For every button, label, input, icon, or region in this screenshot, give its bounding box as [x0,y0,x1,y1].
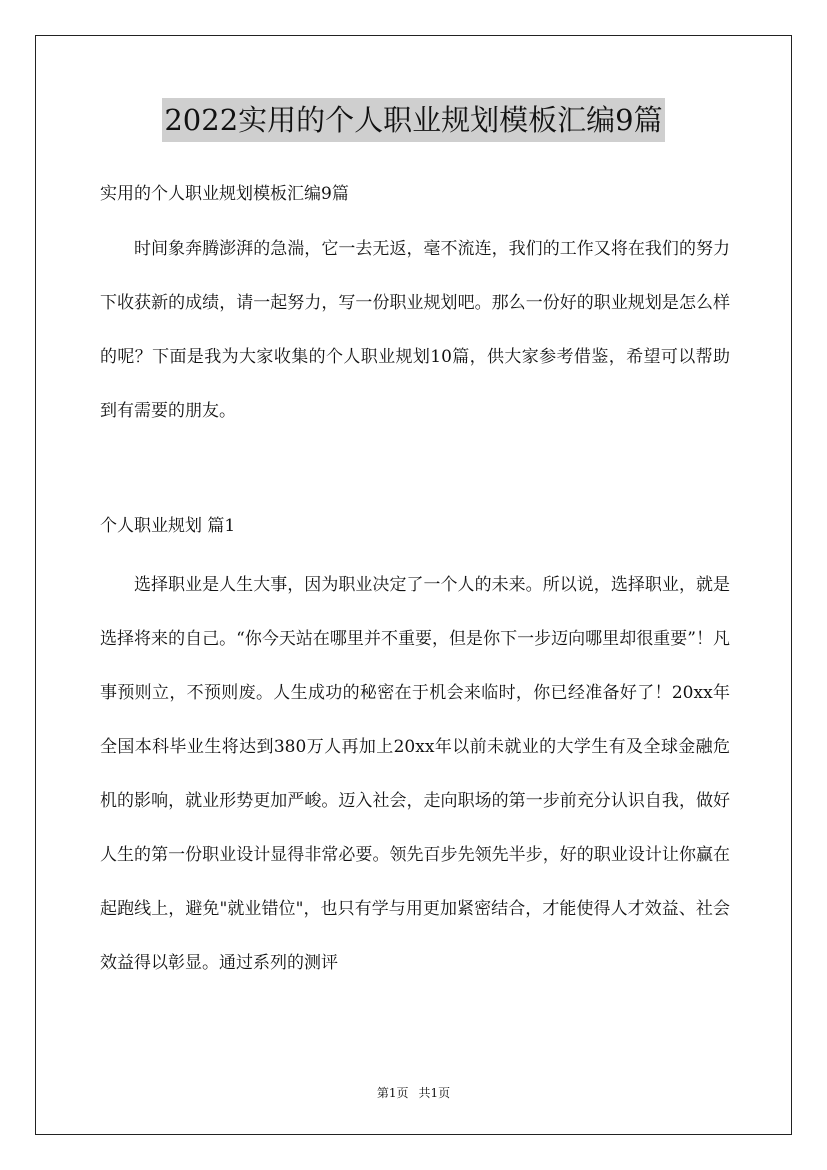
document-title: 2022实用的个人职业规划模板汇编9篇 [162,98,664,142]
section-heading: 个人职业规划 篇1 [100,516,236,536]
document-body [100,172,730,990]
page-footer [0,1084,827,1101]
section-paragraph: 选择职业是人生大事，因为职业决定了一个人的未来。所以说，选择职业，就是选择将来的自己。“你今天站在哪里并不重要，但是你下一步迈向哪里却很重要”！凡事预则立，不预则废。人生成功的秘密在于机会来临时，你已经准备好了！20xx年全国本科毕业生将达到380万人再加上20xx年以前未就业的大学生有及全球金融危机的影响，就业形势更加严峻。迈入社会，走向职场的第一步前充分认识自我，做好人生的第一份职业设计显得非常必要。领先百步先领先半步，好的职业设计让你赢在起跑线上，避免"就业错位"，也只有学与用更加紧密结合，才能使得人才效益、社会效益得以彰显。通过系列的测评 [100,575,730,973]
page-number: 第1页 [376,1086,409,1100]
document-subtitle: 实用的个人职业规划模板汇编9篇 [100,184,349,204]
title-container [0,98,827,142]
intro-paragraph: 时间象奔腾澎湃的急湍，它一去无返，毫不流连，我们的工作又将在我们的努力下收获新的成绩，请一起努力，写一份职业规划吧。那么一份好的职业规划是怎么样的呢？下面是我为大家收集的个人职业规划10篇，供大家参考借鉴，希望可以帮助到有需要的朋友。 [100,239,730,421]
page-total: 共1页 [418,1086,451,1100]
